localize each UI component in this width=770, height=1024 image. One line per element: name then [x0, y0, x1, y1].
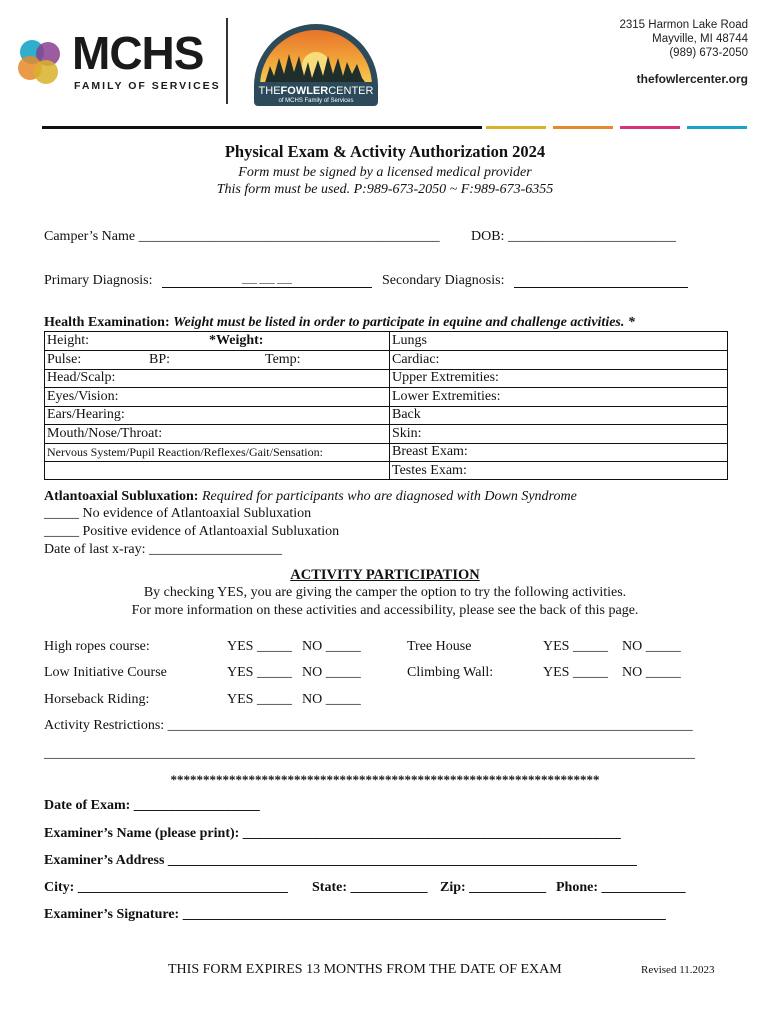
examiner-signature-field[interactable]: Examiner’s Signature: _____________________________________________________________________	[44, 907, 666, 922]
bp-label: BP:	[149, 351, 171, 367]
activity-intro-1: By checking YES, you are giving the camper the option to try the following activities.	[143, 585, 627, 600]
skin-row[interactable]: Skin:	[392, 425, 422, 441]
row-line	[389, 424, 727, 425]
phone-field[interactable]: Phone: ____________	[556, 880, 686, 895]
row-line	[389, 443, 727, 444]
color-bar-yellow	[486, 126, 546, 129]
horseback-yes[interactable]: YES _____	[227, 692, 292, 707]
atlantoaxial-note: Required for participants who are diagnosed with Down Syndrome	[201, 489, 577, 504]
pulse-row[interactable]	[47, 351, 387, 370]
pulse-label: Pulse:	[47, 351, 82, 367]
climbing-wall-no[interactable]: NO _____	[622, 665, 681, 680]
zip-field[interactable]: Zip: ___________	[440, 880, 547, 895]
revision-date: Revised 11.2023	[641, 964, 715, 976]
row-line	[45, 350, 389, 351]
high-ropes-yes[interactable]: YES _____	[227, 639, 292, 654]
xray-date-field[interactable]: Date of last x-ray: ___________________	[44, 542, 282, 557]
dob-field[interactable]: DOB: ________________________	[471, 229, 676, 244]
website: thefowlercenter.org	[636, 72, 748, 86]
low-initiative-yes[interactable]: YES _____	[227, 665, 292, 680]
campers-name-field[interactable]: Camper’s Name ___________________________________________	[44, 229, 440, 244]
climbing-wall-yes[interactable]: YES _____	[543, 665, 608, 680]
activity-restrictions-field[interactable]: Activity Restrictions: ___________________________________________________________________________	[44, 718, 693, 733]
address-line-2: Mayville, MI 48744	[652, 33, 748, 45]
height-row[interactable]	[47, 332, 387, 351]
badge-subtitle: of MCHS Family of Services	[278, 98, 354, 104]
low-initiative-label: Low Initiative Course	[44, 665, 167, 680]
exam-date-field[interactable]: Date of Exam: __________________	[44, 798, 260, 813]
secondary-diagnosis-field[interactable]	[514, 273, 688, 288]
cardiac-row[interactable]: Cardiac:	[392, 351, 440, 367]
examiner-name-field[interactable]: Examiner’s Name (please print): ______________________________________________________	[44, 826, 621, 841]
health-exam-heading: Health Examination:	[44, 315, 170, 330]
activity-intro-2: For more information on these activities and accessibility, please see the back of this page.	[131, 603, 639, 618]
color-bar-teal	[687, 126, 747, 129]
separator-stars: ******************************************************************	[170, 772, 600, 787]
row-line	[389, 406, 727, 407]
badge-title-the: THE	[258, 85, 281, 97]
tree-house-no[interactable]: NO _____	[622, 639, 681, 654]
form-subtitle-1: Form must be signed by a licensed medical provider	[238, 165, 532, 180]
expiration-notice: THIS FORM EXPIRES 13 MONTHS FROM THE DATE OF EXAM	[168, 962, 562, 977]
mchs-logo-mark	[16, 36, 64, 88]
row-line	[45, 387, 389, 388]
mchs-logo-subtitle: FAMILY OF SERVICES	[74, 80, 221, 92]
no-evidence-option[interactable]: _____ No evidence of Atlantoaxial Subluxation	[44, 506, 312, 521]
mouth-nose-throat-row[interactable]: Mouth/Nose/Throat:	[47, 425, 163, 441]
form-subtitle-2: This form must be used. P:989-673-2050 ~ F:989-673-6355	[216, 182, 554, 197]
row-line	[389, 387, 727, 388]
head-scalp-row[interactable]: Head/Scalp:	[47, 370, 116, 385]
height-label: Height:	[47, 333, 89, 348]
fowler-center-badge	[246, 16, 386, 108]
health-exam-note: Weight must be listed in order to participate in equine and challenge activities. *	[173, 315, 635, 330]
row-line	[45, 369, 389, 370]
color-bar-orange	[553, 126, 613, 129]
secondary-diagnosis-label: Secondary Diagnosis:	[382, 273, 505, 288]
form-title: Physical Exam & Activity Authorization 2024	[224, 142, 546, 161]
ears-hearing-row[interactable]: Ears/Hearing:	[47, 407, 125, 422]
row-line	[45, 443, 389, 444]
nervous-system-row[interactable]: Nervous System/Pupil Reaction/Reflexes/Gait/Sensation:	[47, 445, 323, 459]
horseback-label: Horseback Riding:	[44, 692, 150, 707]
examiner-address-field[interactable]: Examiner’s Address ___________________________________________________________________	[44, 853, 637, 868]
climbing-wall-label: Climbing Wall:	[407, 665, 494, 680]
row-line	[389, 350, 727, 351]
state-field[interactable]: State: ___________	[312, 880, 428, 895]
mchs-logo-text: MCHS	[72, 27, 204, 79]
eyes-vision-row[interactable]: Eyes/Vision:	[47, 388, 119, 404]
positive-evidence-option[interactable]: _____ Positive evidence of Atlantoaxial Subluxation	[44, 524, 340, 539]
activity-restrictions-line-2[interactable]: _____________________________________________________________________________________________	[44, 746, 695, 761]
row-line	[45, 406, 389, 407]
badge-title-center: CENTER	[328, 85, 374, 97]
horseback-no[interactable]: NO _____	[302, 692, 361, 707]
high-ropes-label: High ropes course:	[44, 639, 150, 654]
row-line	[45, 424, 389, 425]
low-initiative-no[interactable]: NO _____	[302, 665, 361, 680]
testes-exam-row[interactable]: Testes Exam:	[392, 462, 467, 478]
primary-diagnosis-field[interactable]: ___ ___ ___	[162, 273, 372, 288]
phone-number: (989) 673-2050	[669, 47, 748, 59]
atlantoaxial-heading: Atlantoaxial Subluxation:	[44, 489, 199, 504]
activity-heading: ACTIVITY PARTICIPATION	[290, 567, 480, 583]
primary-diagnosis-label: Primary Diagnosis:	[44, 273, 153, 288]
tree-house-yes[interactable]: YES _____	[543, 639, 608, 654]
badge-title-fowler: FOWLER	[280, 85, 329, 97]
back-row[interactable]: Back	[392, 407, 421, 422]
row-line	[45, 461, 389, 462]
lungs-row[interactable]: Lungs	[392, 333, 427, 348]
row-line	[389, 369, 727, 370]
header-rule	[42, 126, 482, 129]
header-divider	[226, 18, 228, 104]
breast-exam-row[interactable]: Breast Exam:	[392, 444, 468, 459]
address-line-1: 2315 Harmon Lake Road	[619, 19, 748, 31]
health-exam-table	[44, 331, 728, 480]
temp-label: Temp:	[265, 351, 301, 367]
city-field[interactable]: City: ______________________________	[44, 880, 288, 895]
lower-extremities-row[interactable]: Lower Extremities:	[392, 388, 501, 404]
high-ropes-no[interactable]: NO _____	[302, 639, 361, 654]
color-bar-pink	[620, 126, 680, 129]
row-line	[389, 461, 727, 462]
weight-label: *Weight:	[209, 333, 264, 348]
upper-extremities-row[interactable]: Upper Extremities:	[392, 370, 499, 385]
tree-house-label: Tree House	[407, 639, 472, 654]
